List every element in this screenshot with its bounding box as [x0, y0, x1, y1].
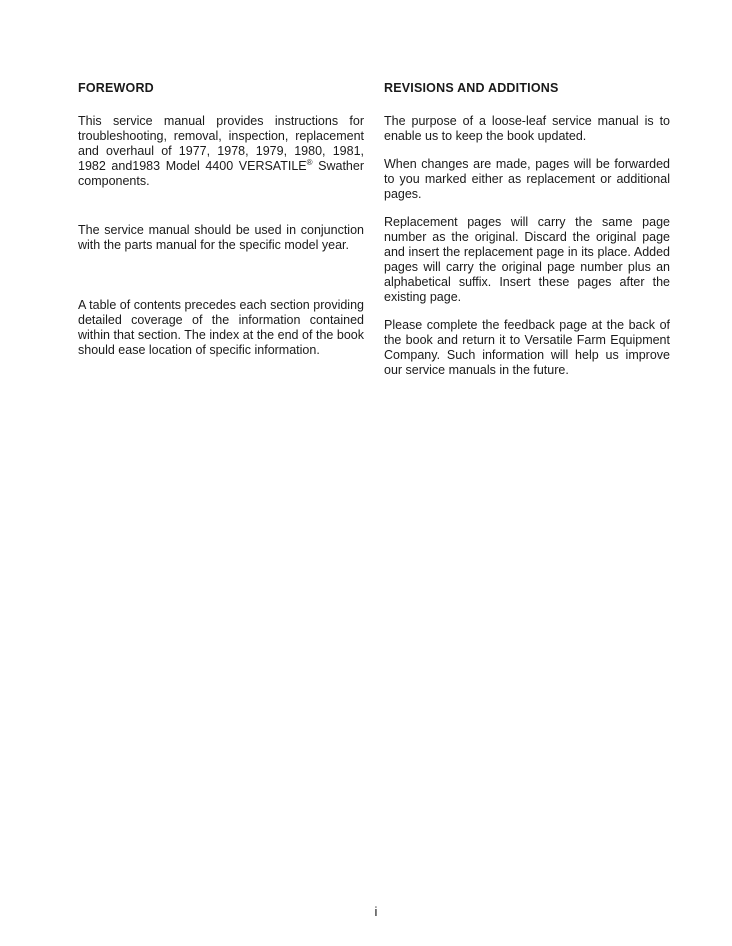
foreword-paragraph-1-tail: Swather components.	[78, 159, 364, 188]
registered-mark: ®	[306, 157, 313, 167]
page-number: i	[374, 904, 378, 919]
revisions-paragraph-1: The purpose of a loose-leaf service manual is to enable us to keep the book updated.	[384, 114, 670, 143]
foreword-paragraph-1-text: This service manual provides instructions for troubleshooting, removal, inspection, replacement and overhaul of 1977, 1978, 1979, 1980, 1981, 1982 and1983 Model 4400 VERSATILE	[78, 114, 364, 173]
revisions-heading: REVISIONS AND ADDITIONS	[384, 81, 559, 95]
foreword-paragraph-2: The service manual should be used in conjunction with the parts manual for the specific model year.	[78, 223, 364, 252]
revisions-paragraph-2: When changes are made, pages will be forwarded to you marked either as replacement or additional pages.	[384, 157, 670, 201]
revisions-paragraph-4: Please complete the feedback page at the back of the book and return it to Versatile Farm Equipment Company. Such information will help us improve our service manuals in the future.	[384, 318, 670, 377]
foreword-section	[78, 80, 364, 358]
foreword-heading: FOREWORD	[78, 81, 154, 95]
revisions-paragraph-3: Replacement pages will carry the same page number as the original. Discard the original page and insert the replacement page in its place. Added pages will carry the original page number plus an alphabetical suffix. Insert these pages after the existing page.	[384, 215, 670, 304]
foreword-paragraph-3: A table of contents precedes each section providing detailed coverage of the information contained within that section. The index at the end of the book should ease location of specific information.	[78, 298, 364, 357]
revisions-section	[384, 80, 670, 378]
foreword-paragraph-1	[78, 114, 364, 189]
